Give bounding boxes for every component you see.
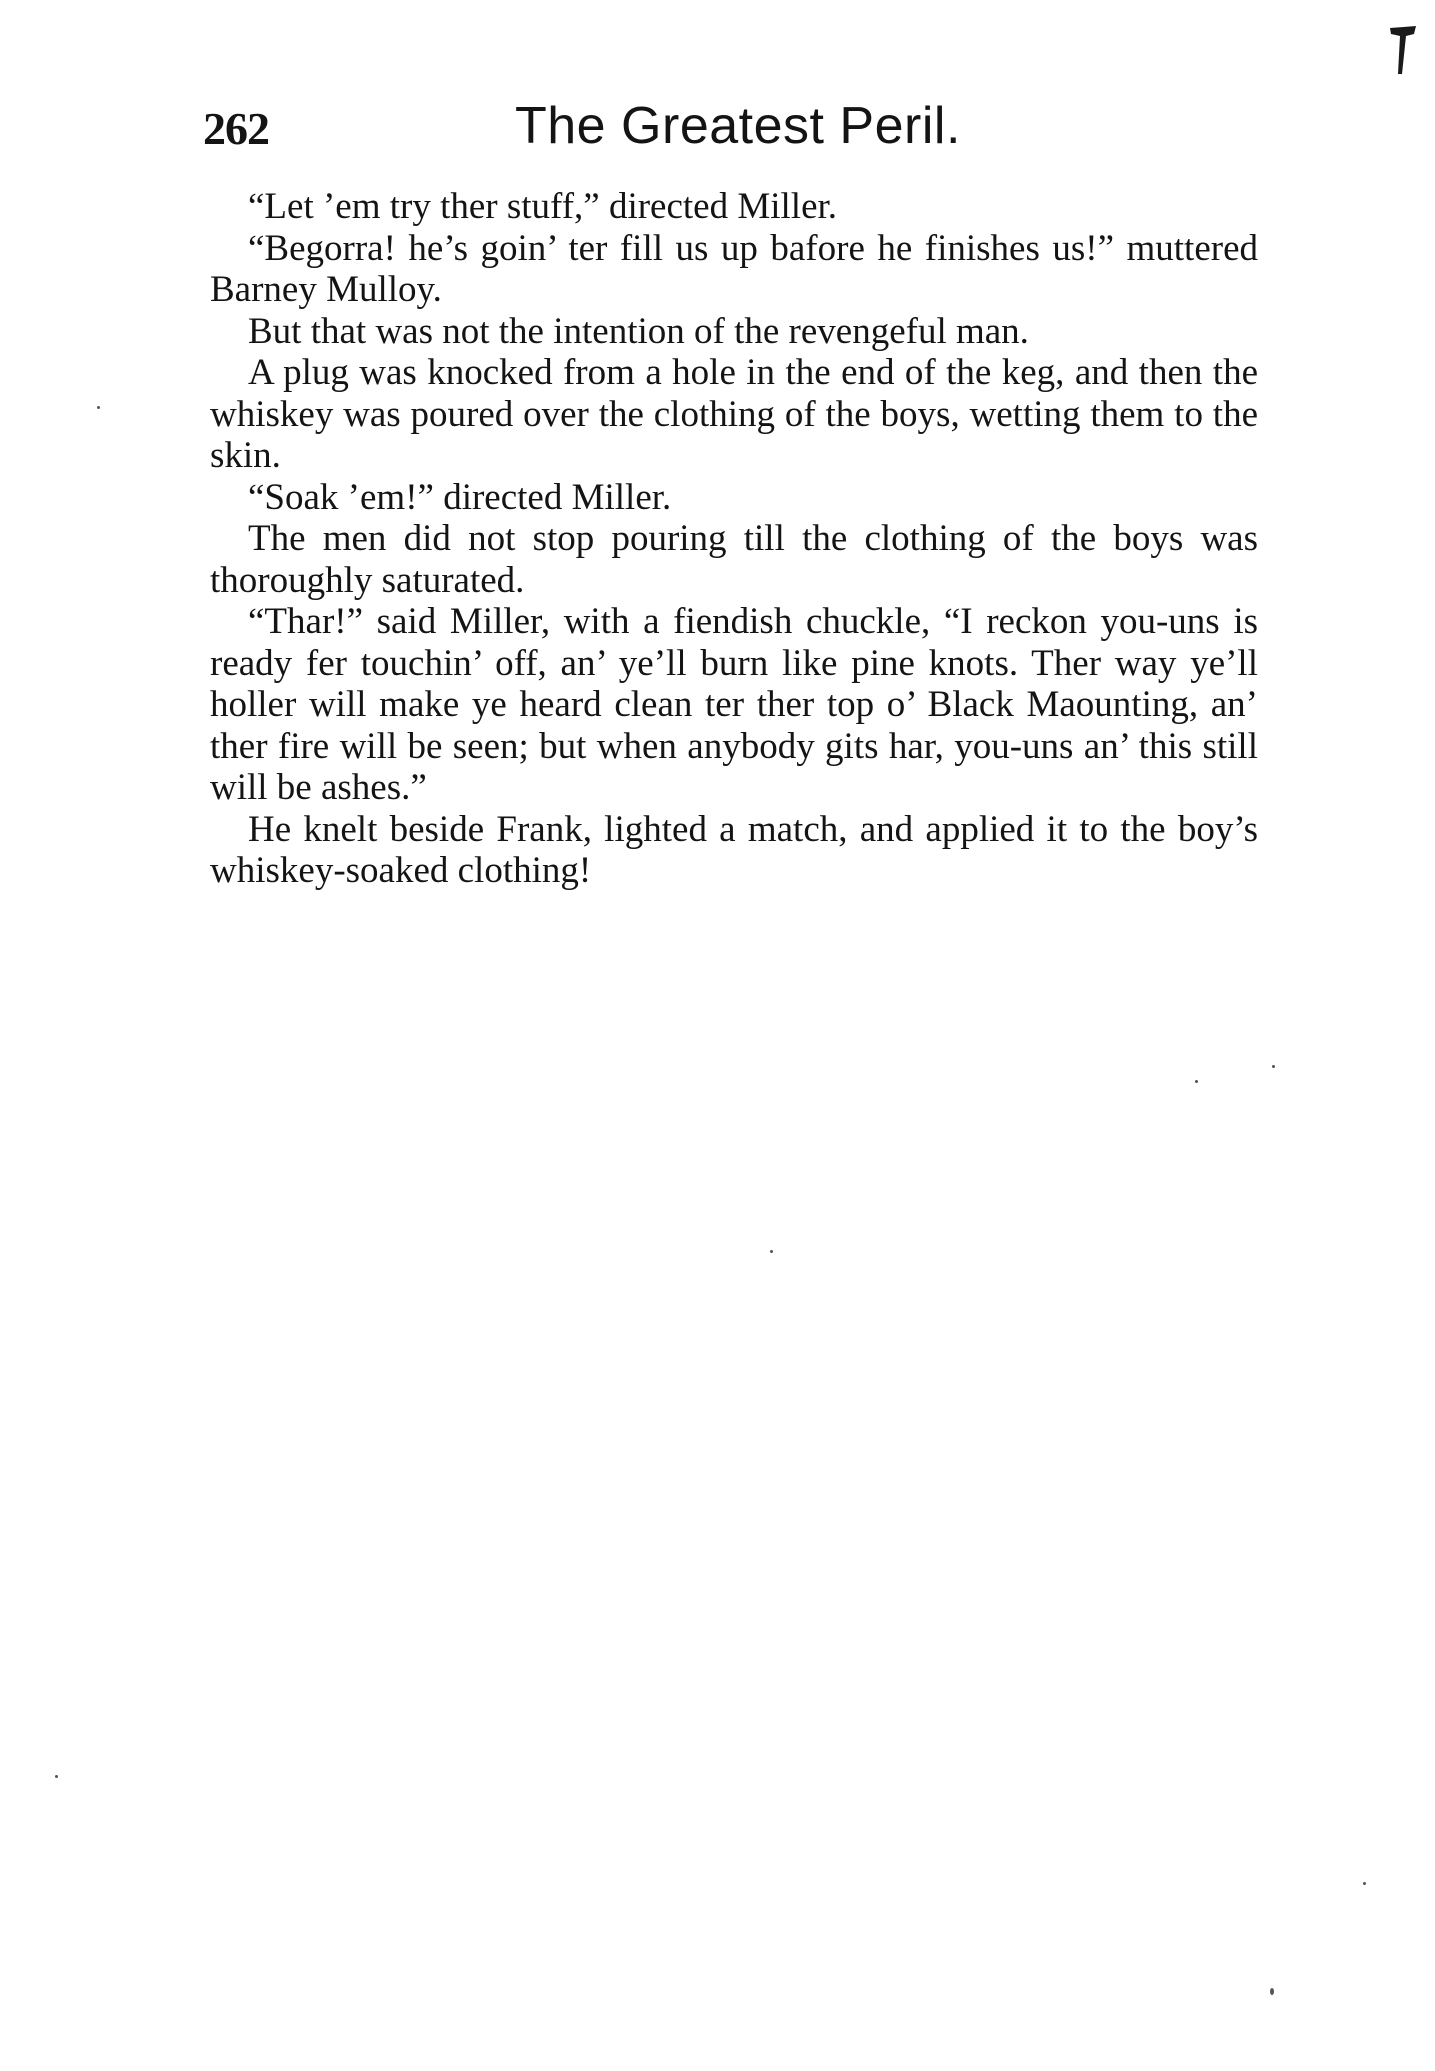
scan-speck xyxy=(1363,1882,1366,1885)
scan-speck xyxy=(1270,1988,1274,1995)
paragraph: “Begorra! he’s goin’ ter fill us up bafore he finishes us!” muttered Barney Mulloy. xyxy=(210,227,1258,310)
paragraph: The men did not stop pouring till the clothing of the boys was thoroughly saturated. xyxy=(210,518,1258,601)
scan-corner-mark xyxy=(1388,24,1418,76)
paragraph: A plug was knocked from a hole in the end of the keg, and then the whiskey was poured over the clothing of the boys, wetting them to the skin. xyxy=(210,352,1258,476)
paragraph: But that was not the intention of the revengeful man. xyxy=(248,310,1029,352)
paragraph: “Soak ’em!” directed Miller. xyxy=(248,476,672,518)
scan-speck xyxy=(55,1775,58,1778)
body-text xyxy=(210,186,1258,892)
page-number: 262 xyxy=(203,103,269,154)
paragraph: “Thar!” said Miller, with a fiendish chuckle, “I reckon you-uns is ready fer touchin’ off, an’ ye’ll burn like pine knots. Ther way ye’ll holler will make ye heard clean ter ther top o’ Black Maounting, an’ ther fire will be seen; but when anybody gits har, you-uns an’ this still will be ashes.” xyxy=(210,601,1258,808)
page-header xyxy=(203,97,1263,170)
scan-speck xyxy=(97,406,100,409)
scan-speck xyxy=(1272,1065,1275,1068)
paragraph: He knelt beside Frank, lighted a match, and applied it to the boy’s whiskey-soaked clothing! xyxy=(210,808,1258,891)
running-title: The Greatest Peril. xyxy=(515,97,961,155)
scan-speck xyxy=(770,1250,773,1253)
scan-speck xyxy=(1195,1080,1198,1083)
paragraph: “Let ’em try ther stuff,” directed Miller. xyxy=(248,186,838,227)
